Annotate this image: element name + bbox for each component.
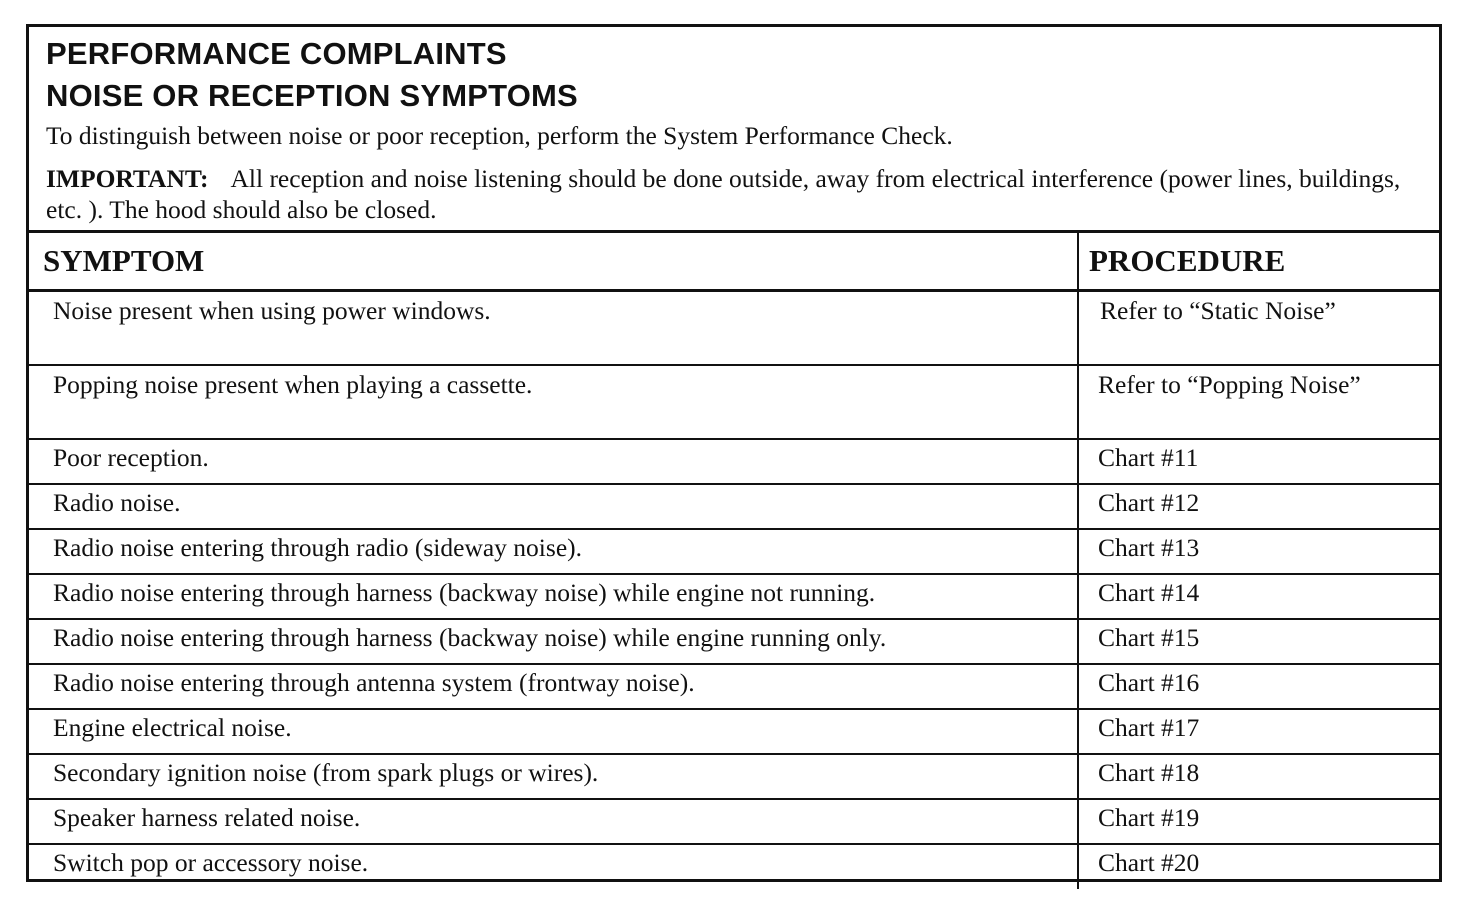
procedure-cell: Chart #14 <box>1078 574 1439 619</box>
table-row <box>29 844 1439 889</box>
table-row <box>29 754 1439 799</box>
symptom-table <box>29 233 1439 889</box>
page-title: PERFORMANCE COMPLAINTS <box>46 36 507 71</box>
important-label: IMPORTANT: <box>46 164 209 193</box>
symptom-column-header: SYMPTOM <box>29 233 1078 291</box>
procedure-cell: Chart #18 <box>1078 754 1439 799</box>
table-row <box>29 709 1439 754</box>
table-row <box>29 291 1439 365</box>
symptom-cell: Popping noise present when playing a cassette. <box>29 365 1078 439</box>
procedure-cell: Chart #16 <box>1078 664 1439 709</box>
table-row <box>29 619 1439 664</box>
procedure-cell: Refer to “Popping Noise” <box>1078 365 1439 439</box>
table-row <box>29 484 1439 529</box>
table-row <box>29 365 1439 439</box>
procedure-cell: Chart #17 <box>1078 709 1439 754</box>
header-section <box>29 27 1439 233</box>
procedure-cell: Chart #12 <box>1078 484 1439 529</box>
table-row <box>29 664 1439 709</box>
symptom-cell: Engine electrical noise. <box>29 709 1078 754</box>
important-note <box>46 163 1426 225</box>
symptom-cell: Poor reception. <box>29 439 1078 484</box>
symptom-cell: Speaker harness related noise. <box>29 799 1078 844</box>
table-row <box>29 799 1439 844</box>
procedure-cell: Chart #19 <box>1078 799 1439 844</box>
symptom-cell: Radio noise entering through harness (backway noise) while engine not running. <box>29 574 1078 619</box>
procedure-cell: Chart #15 <box>1078 619 1439 664</box>
symptom-cell: Noise present when using power windows. <box>29 291 1078 365</box>
symptom-cell: Radio noise entering through harness (backway noise) while engine running only. <box>29 619 1078 664</box>
important-text: All reception and noise listening should be done outside, away from electrical interference (power lines, buildings, etc. ). The hood should also be closed. <box>46 164 1401 224</box>
complaints-box <box>26 24 1442 882</box>
table-header-row <box>29 233 1439 291</box>
symptom-cell: Secondary ignition noise (from spark plugs or wires). <box>29 754 1078 799</box>
symptom-cell: Radio noise entering through radio (sideway noise). <box>29 529 1078 574</box>
table-row <box>29 439 1439 484</box>
procedure-cell: Chart #13 <box>1078 529 1439 574</box>
procedure-column-header: PROCEDURE <box>1078 233 1439 291</box>
procedure-cell: Chart #11 <box>1078 439 1439 484</box>
page-subtitle: NOISE OR RECEPTION SYMPTOMS <box>46 78 578 113</box>
procedure-cell: Refer to “Static Noise” <box>1078 291 1439 365</box>
symptom-cell: Radio noise entering through antenna system (frontway noise). <box>29 664 1078 709</box>
procedure-cell: Chart #20 <box>1098 847 1200 877</box>
table-row <box>29 529 1439 574</box>
symptom-cell: Switch pop or accessory noise. <box>29 844 1078 889</box>
table-row <box>29 574 1439 619</box>
intro-text: To distinguish between noise or poor reception, perform the System Performance Check. <box>46 121 953 150</box>
symptom-cell: Radio noise. <box>29 484 1078 529</box>
